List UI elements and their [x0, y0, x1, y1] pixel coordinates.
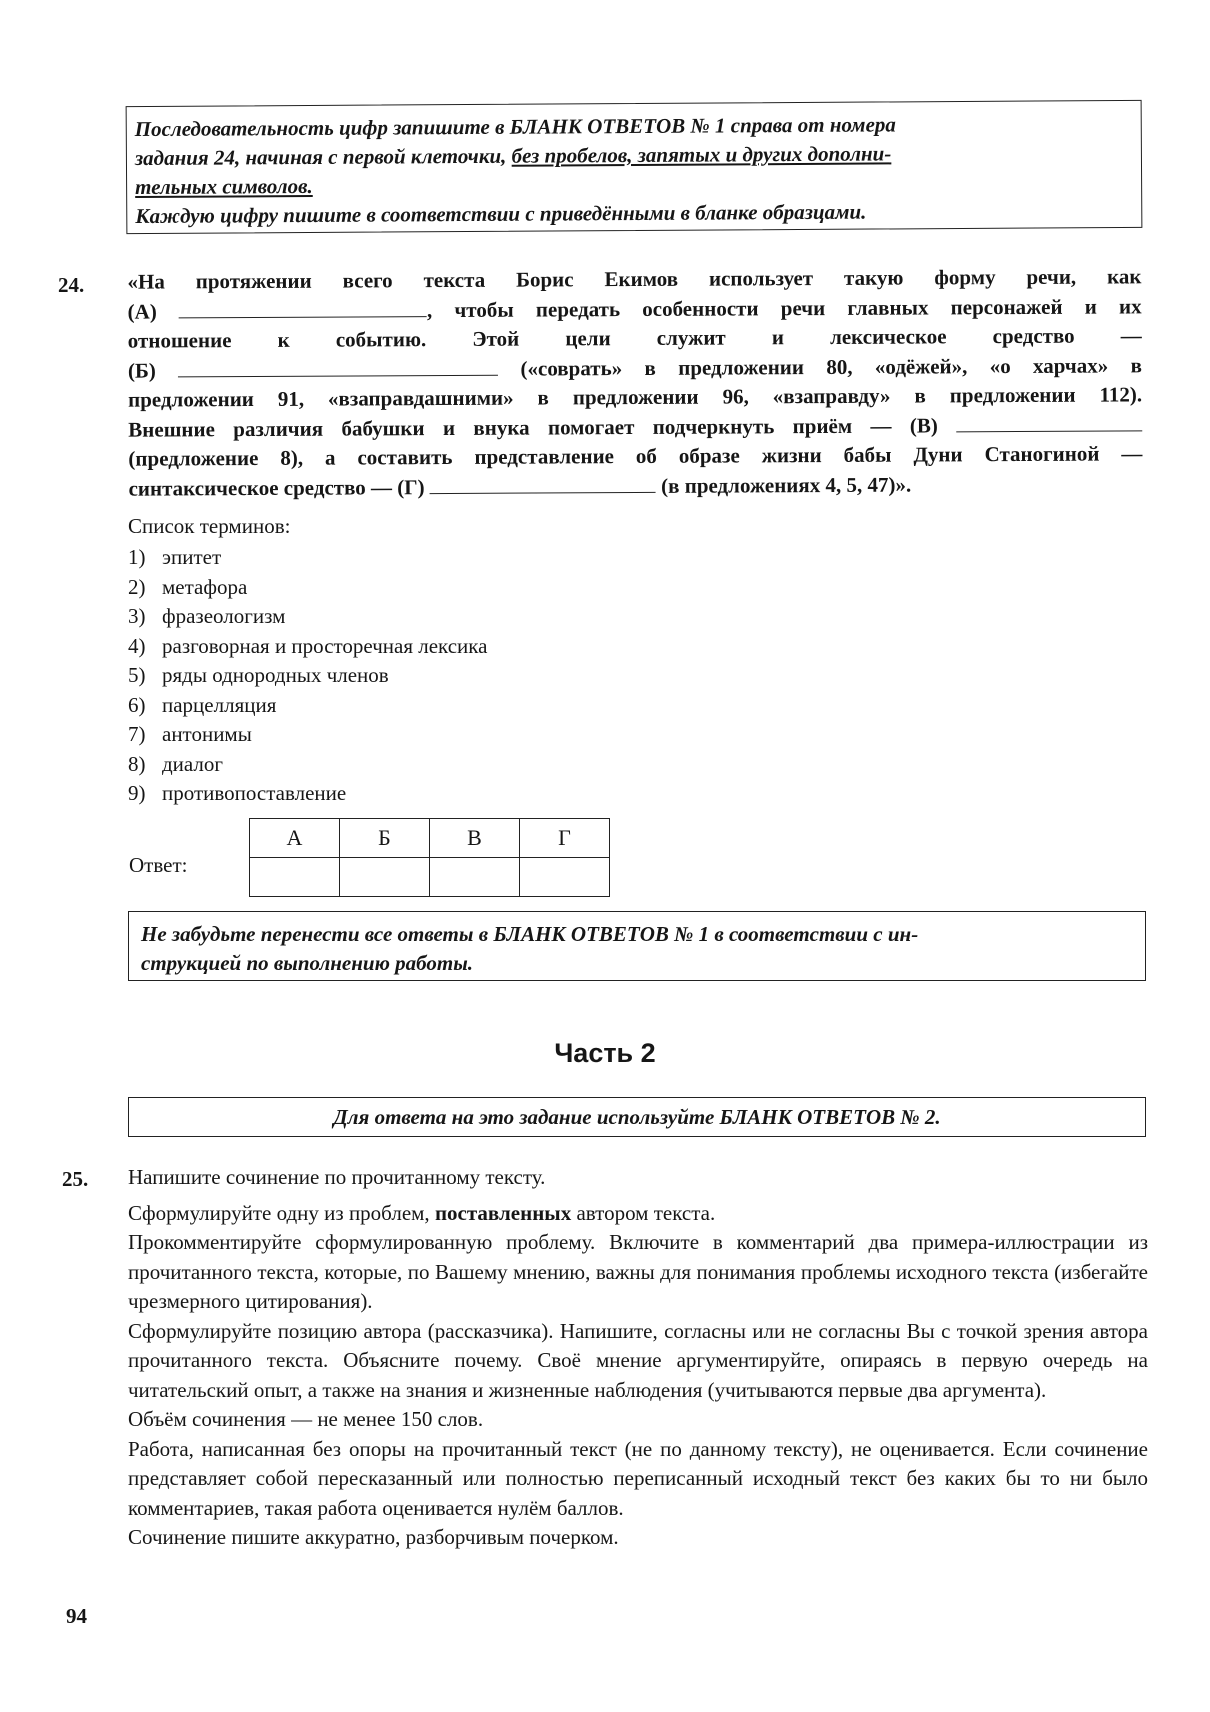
- term-number: 4): [128, 633, 146, 658]
- term-item: [128, 661, 488, 691]
- blank-a[interactable]: [179, 298, 427, 318]
- term-text: ряды однородных членов: [162, 663, 389, 687]
- term-number: 3): [128, 604, 146, 628]
- q24-label-g: синтаксическое средство — (Г): [128, 474, 425, 501]
- q25-p2-b: поставленных: [434, 1200, 572, 1225]
- answer-cell-b[interactable]: [340, 858, 430, 897]
- part-2-box: [128, 1097, 1146, 1137]
- term-number: 2): [128, 574, 146, 599]
- term-item: [128, 691, 488, 721]
- q25-p7: Сочинение пишите аккуратно, разборчивым почерком.: [128, 1525, 619, 1549]
- term-item: [128, 573, 488, 603]
- answer-cell-a[interactable]: [250, 858, 340, 897]
- q24-line-7: (предложение 8), а составить представление об образе жизни бабы Дуни Станогиной —: [128, 441, 1143, 471]
- q24-line-8-rest: (в предложениях 4, 5, 47)».: [655, 472, 912, 498]
- instruction-box: [126, 100, 1143, 234]
- q25-p4: Сформулируйте позицию автора (рассказчика). Напишите, согласны или не согласны Вы с точкой зрения автора прочитанного текста. Объясните почему. Своё мнение аргументируйте, опираясь в первую очередь на читательский опыт, а также на знания и жизненные наблюдения (учитываются первые два аргумента).: [128, 1318, 1148, 1402]
- q24-line-8: [128, 469, 1142, 504]
- term-text: диалог: [162, 751, 224, 776]
- term-text: парцелляция: [162, 692, 277, 717]
- answer-col-v: В: [430, 819, 520, 858]
- q25-p5: Объём сочинения — не менее 150 слов.: [128, 1407, 484, 1431]
- answer-col-b: Б: [340, 819, 430, 858]
- answer-col-a: А: [250, 819, 340, 858]
- q24-line-5: предложении 91, «взаправдашними» в предложении 96, «взаправду» в предложении 112).: [128, 382, 1143, 412]
- q24-line-3: отношение к событию. Этой цели служит и лексическое средство —: [127, 323, 1142, 353]
- term-text: фразеологизм: [162, 604, 286, 628]
- question-24-number: 24.: [58, 273, 85, 297]
- instruction-line-3: тельных символов.: [135, 173, 313, 200]
- reminder-line-1: Не забудьте перенести все ответы в БЛАНК ОТВЕТОВ № 1 в соответствии с ин-: [141, 922, 919, 946]
- q25-p2-c: автором текста.: [571, 1200, 716, 1225]
- term-number: 6): [128, 692, 146, 717]
- instruction-line-2b: без пробелов, запятых и других дополни-: [511, 141, 892, 168]
- q24-line-6-text: Внешние различия бабушки и внука помогает подчеркнуть приём — (В): [128, 412, 938, 442]
- q25-p3: Прокомментируйте сформулированную проблему. Включите в комментарий два примера-иллюстрации из прочитанного текста, которые, по Вашему мнению, важны для понимания проблемы исходного текста (избегайте чрезмерного цитирования).: [128, 1230, 1148, 1313]
- question-25-text: [128, 1163, 1148, 1553]
- part-2-heading: Часть 2: [554, 1038, 656, 1068]
- term-text: разговорная и просторечная лексика: [162, 633, 488, 658]
- answer-cell-g[interactable]: [520, 858, 610, 897]
- term-item: [128, 543, 488, 573]
- term-text: эпитет: [162, 545, 222, 569]
- term-text: антонимы: [162, 722, 252, 746]
- term-item: [128, 602, 488, 632]
- answer-label: Ответ:: [129, 853, 188, 877]
- q24-line-4-rest: («соврать» в предложении 80, «одёжей», «о харчах» в: [498, 352, 1142, 381]
- answer-col-g: Г: [520, 819, 610, 858]
- question-25-number: 25.: [62, 1167, 89, 1191]
- terms-list: [128, 543, 488, 809]
- instruction-line-2a: задания 24, начиная с первой клеточки,: [134, 143, 512, 171]
- answer-cell-v[interactable]: [430, 858, 520, 897]
- blank-v[interactable]: [956, 412, 1142, 432]
- q24-line-1: «На протяжении всего текста Борис Екимов использует такую форму речи, как: [127, 264, 1142, 294]
- q24-label-b: (Б): [127, 358, 156, 383]
- q25-p6: Работа, написанная без опоры на прочитанный текст (не по данному тексту), не оценивается. Если сочинение представляет собой пересказанный или полностью переписанный исходный текст без каких бы то ни было комментариев, такая работа оценивается нулём баллов.: [128, 1436, 1148, 1520]
- blank-g[interactable]: [430, 473, 656, 493]
- reminder-box: [128, 911, 1146, 981]
- reminder-line-2: струкцией по выполнению работы.: [141, 951, 474, 975]
- term-item: [128, 779, 488, 809]
- q25-p2-a: Сформулируйте одну из проблем,: [128, 1200, 435, 1225]
- terms-title: Список терминов:: [128, 514, 291, 538]
- term-text: метафора: [162, 574, 248, 599]
- q24-line-2-rest: , чтобы передать особенности речи главных персонажей и их: [426, 293, 1142, 322]
- question-24-text: [127, 262, 1142, 503]
- term-text: противопоставление: [162, 781, 347, 805]
- page-number: 94: [66, 1604, 87, 1628]
- term-number: 7): [128, 722, 146, 746]
- instruction-line-4: Каждую цифру пишите в соответствии с приведёнными в бланке образцами.: [135, 199, 867, 229]
- term-item: [128, 632, 488, 662]
- q24-label-a: (А): [127, 299, 157, 324]
- instruction-line-1: Последовательность цифр запишите в БЛАНК ОТВЕТОВ № 1 справа от номера: [134, 112, 896, 142]
- term-item: [128, 750, 488, 780]
- part-2-box-text: Для ответа на это задание используйте БЛАНК ОТВЕТОВ № 2.: [333, 1105, 941, 1129]
- term-number: 5): [128, 663, 146, 687]
- blank-b[interactable]: [178, 356, 498, 377]
- term-number: 1): [128, 545, 146, 569]
- term-number: 8): [128, 751, 146, 776]
- term-number: 9): [128, 781, 146, 805]
- answer-table: [249, 818, 610, 897]
- term-item: [128, 720, 488, 750]
- q25-p2: [128, 1199, 1148, 1229]
- q25-p1: Напишите сочинение по прочитанному тексту.: [128, 1165, 546, 1189]
